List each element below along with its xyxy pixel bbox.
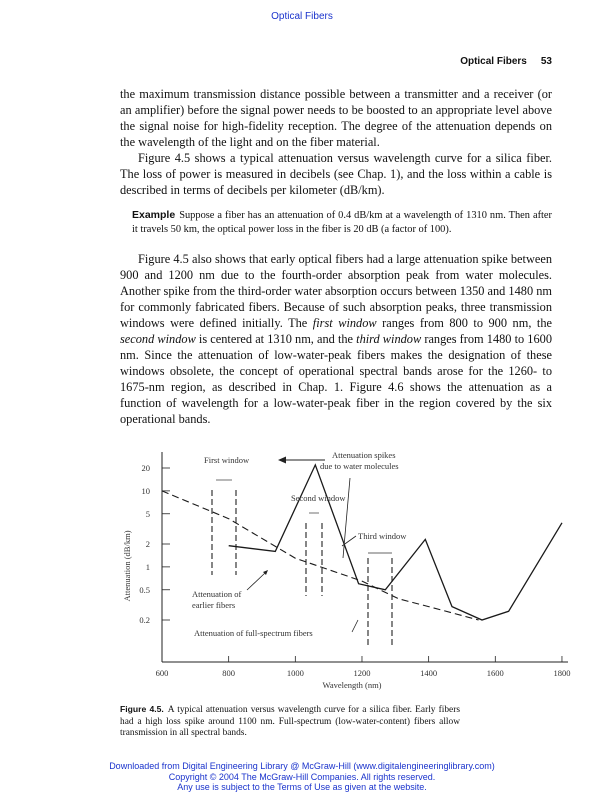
water-spikes-label-1: Attenuation spikes [332,450,396,460]
running-header [120,56,552,67]
body-text [120,86,552,427]
page-number: 53 [540,56,552,67]
water-spikes-arrowhead [278,457,286,464]
x-tick-label: 1000 [286,668,304,678]
second-window-label: Second window [291,493,346,503]
first-window-term: first window [312,316,377,330]
second-window-term: second window [120,332,196,346]
early-fibers-label-2: earlier fibers [192,600,236,610]
footer-terms-link[interactable]: Any use is subject to the Terms of Use as given at the website. [177,782,427,792]
attenuation-chart [120,438,571,698]
download-footer [0,761,604,793]
p3-part-b: ranges from 800 to 900 nm, the [376,316,552,330]
x-tick-label: 1400 [420,668,438,678]
y-tick-label: 0.2 [139,615,150,625]
p3-part-a: Figure 4.5 also shows that early optical fibers had a large attenuation spike between 900 and 1200 nm due to the fourth-order absorption peak from water molecules. Another spike from the third-order water absorption occurs between 1350 and 1480 nm for commonly fabricated fibers. Because of such absorption peaks, three transmission windows were defined initially. The [120,252,552,330]
figure-caption-text: A typical attenuation versus wavelength curve for a silica fiber. Early fibers had a high loss spike around 1100 nm. Full-spectrum (low-water-content) fibers allow transmission in all spectral bands. [120,705,460,738]
water-spikes-label-2: due to water molecules [320,461,399,471]
x-tick-label: 1200 [353,668,371,678]
y-tick-label: 2 [145,539,150,549]
full-spectrum-pointer [352,620,358,632]
figure-caption [120,704,460,740]
chart-annotations [192,450,407,638]
example-text: Suppose a fiber has an attenuation of 0.4 dB/km at a wavelength of 1310 nm. Then after it travels 50 km, the optical power loss in the fiber is 20 dB (a factor of 100). [132,210,552,235]
example-block [120,209,552,236]
early-fibers-pointer [247,573,265,590]
example-label: Example [132,209,176,221]
early-fibers-label-1: Attenuation of [192,589,242,599]
chart-ticks [139,463,570,678]
y-axis-label: Attenuation (dB/km) [122,530,132,602]
third-window-label: Third window [358,531,407,541]
y-tick-label: 20 [141,463,150,473]
footer-copyright: Copyright © 2004 The McGraw-Hill Companies. All rights reserved. [168,771,436,782]
figure-label: Figure 4.5. [120,704,164,714]
y-tick-label: 1 [145,561,150,572]
transmission-windows [212,480,392,648]
y-tick-label: 0.5 [139,584,150,595]
top-chapter-link[interactable]: Optical Fibers [271,11,333,22]
water-spikes-pointer [343,478,350,558]
figure-4-5 [120,438,571,698]
footer-download-link[interactable]: Downloaded from Digital Engineering Library @ McGraw-Hill (www.digitalengineeringlibrary.com) [109,761,495,771]
y-tick-label: 10 [141,485,150,496]
p3-part-c: is centered at 1310 nm, and the [195,332,357,346]
p3-part-d: ranges from 1480 to 1600 nm. Since the attenuation of low-water-peak fibers makes the designation of these windows obsolete, the concept of operational spectral bands arose for the 1260- to 1675-nm region, as described in Chap. 1. Figure 4.6 shows the attenuation as a function of wavelength for a low-water-peak fiber in the region covered by the six operational bands. [120,332,552,426]
paragraph-1: the maximum transmission distance possible between a transmitter and a receiver (or an amplifier) before the signal power needs to be boosted to an appropriate level above the signal noise for high-fidelity reception. The degree of the attenuation depends on the wavelength of the light and on the fiber material. [120,87,552,149]
first-window-label: First window [204,455,250,465]
x-axis-label: Wavelength (nm) [322,680,382,690]
full-spectrum-label: Attenuation of full-spectrum fibers [194,628,313,638]
x-tick-label: 1800 [553,668,571,678]
y-tick-label: 5 [145,508,150,519]
paragraph-2: Figure 4.5 shows a typical attenuation versus wavelength curve for a silica fiber. The loss of power is measured in decibels (see Chap. 1), and the loss within a cable is described in terms of decibels per kilometer (dB/km). [120,151,552,197]
third-window-term: third window [356,332,422,346]
x-tick-label: 1600 [486,668,504,678]
x-tick-label: 600 [155,668,169,678]
running-title: Optical Fibers [460,56,527,67]
x-tick-label: 800 [222,668,236,678]
paragraph-3 [120,251,552,427]
